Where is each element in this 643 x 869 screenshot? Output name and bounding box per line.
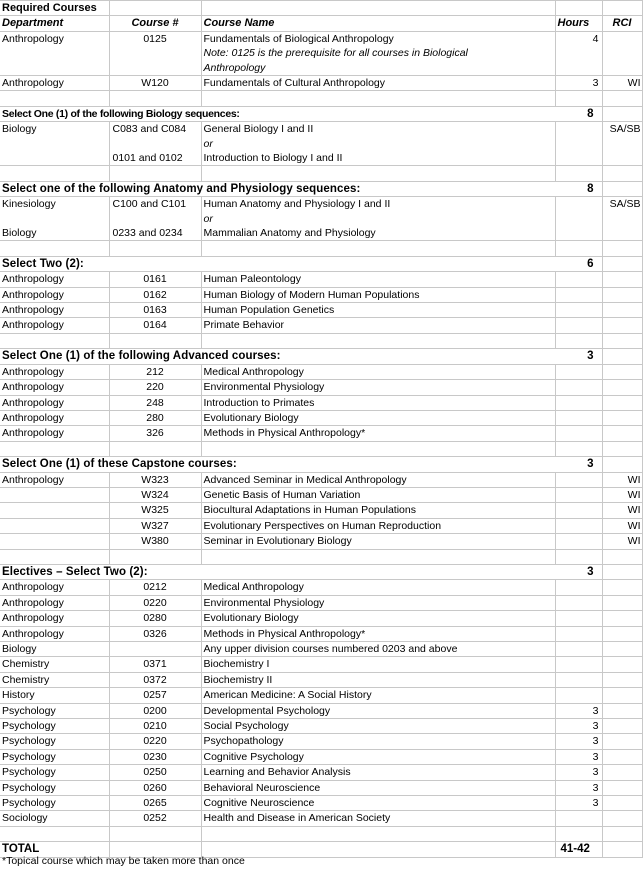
section-hours: 3	[555, 349, 602, 364]
note-row: Anthropology	[0, 61, 642, 76]
course-number-cell: 0265	[109, 796, 201, 811]
course-number-cell: W324	[109, 487, 201, 502]
department-cell: Anthropology	[0, 272, 109, 287]
department-cell: Anthropology	[0, 380, 109, 395]
rci-cell: WI	[602, 518, 642, 533]
total-label: TOTAL	[0, 842, 109, 857]
department-cell: Anthropology	[0, 318, 109, 333]
course-name-cell: Human Paleontology	[201, 272, 555, 287]
course-number-cell	[109, 641, 201, 656]
department-cell: Chemistry	[0, 657, 109, 672]
section-header-anatomy: Select one of the following Anatomy and Physiology sequences: 8	[0, 181, 642, 196]
hours-cell	[555, 611, 602, 626]
course-name-cell: Social Psychology	[201, 719, 555, 734]
table-row	[0, 641, 642, 656]
table-row	[0, 380, 642, 395]
department-cell: Anthropology	[0, 395, 109, 410]
section-header-capstone	[0, 457, 642, 472]
course-number-cell: 0200	[109, 703, 201, 718]
course-number-cell: W380	[109, 534, 201, 549]
spacer-row	[0, 166, 642, 181]
hours-cell: 3	[555, 719, 602, 734]
table-row	[0, 796, 642, 811]
spacer-row	[0, 549, 642, 564]
course-name-cell: Health and Disease in American Society	[201, 811, 555, 826]
department-cell: Chemistry	[0, 672, 109, 687]
course-number-cell: 0230	[109, 749, 201, 764]
hours-cell	[555, 688, 602, 703]
table-row	[0, 672, 642, 687]
table-row	[0, 611, 642, 626]
course-name-cell: Evolutionary Perspectives on Human Reproduction	[201, 518, 555, 533]
course-name-cell: Psychopathology	[201, 734, 555, 749]
course-number-cell: 0371	[109, 657, 201, 672]
header-rci: RCI	[602, 16, 642, 31]
course-number-cell: 0220	[109, 734, 201, 749]
table-row	[0, 364, 642, 379]
title-row	[0, 1, 642, 16]
table-row	[0, 518, 642, 533]
course-name-cell: American Medicine: A Social History	[201, 688, 555, 703]
rci-cell: WI	[602, 487, 642, 502]
header-course: Course #	[109, 16, 201, 31]
table-row: Kinesiology C100 and C101 Human Anatomy and Physiology I and II SA/SB	[2, 198, 641, 211]
section-header-electives	[0, 564, 642, 579]
course-name-cell: Introduction to Primates	[201, 395, 555, 410]
hours-cell: 3	[555, 734, 602, 749]
course-name-cell: Human Biology of Modern Human Populations	[201, 287, 555, 302]
course-name-cell: Behavioral Neuroscience	[201, 780, 555, 795]
department-cell: Anthropology	[0, 303, 109, 318]
course-number-cell: W323	[109, 472, 201, 487]
department-cell: Anthropology	[0, 626, 109, 641]
section-hours: 6	[555, 256, 602, 271]
hours-cell	[555, 657, 602, 672]
department-cell	[0, 503, 109, 518]
course-number-cell: 326	[109, 426, 201, 441]
table-row	[0, 487, 642, 502]
course-name-cell: Evolutionary Biology	[201, 410, 555, 425]
department-cell	[0, 518, 109, 533]
table-row	[0, 534, 642, 549]
course-number-cell: 0161	[109, 272, 201, 287]
course-number-cell: 0257	[109, 688, 201, 703]
hours-cell: 3	[555, 749, 602, 764]
hours-cell	[555, 672, 602, 687]
hours-cell	[555, 626, 602, 641]
table-row: 0101 and 0102 Introduction to Biology I and II	[0, 151, 642, 166]
course-name-cell: Methods in Physical Anthropology*	[201, 426, 555, 441]
section-hours: 3	[555, 457, 602, 472]
table-row	[0, 595, 642, 610]
department-cell: Anthropology	[0, 472, 109, 487]
course-number-cell: 212	[109, 364, 201, 379]
course-number-cell: 0260	[109, 780, 201, 795]
table-row: Biology C083 and C084 General Biology I and II SA/SB	[2, 123, 641, 136]
table-row	[0, 703, 642, 718]
table-row	[0, 318, 642, 333]
course-name-cell: Medical Anthropology	[201, 580, 555, 595]
table-row	[0, 749, 642, 764]
department-cell: History	[0, 688, 109, 703]
course-name-cell: Medical Anthropology	[201, 364, 555, 379]
table-row	[0, 688, 642, 703]
department-cell: Psychology	[0, 796, 109, 811]
table-row	[0, 811, 642, 826]
hours-cell: 3	[555, 703, 602, 718]
department-cell: Anthropology	[0, 611, 109, 626]
prerequisite-note: Note: 0125 is the prerequisite for all courses in Biological	[201, 46, 555, 60]
table-row: Anthropology 0125 Fundamentals of Biological Anthropology 4	[0, 31, 642, 46]
department-cell: Anthropology	[0, 287, 109, 302]
section-title: Select Two (2):	[0, 256, 555, 271]
course-name-cell: Developmental Psychology	[201, 703, 555, 718]
department-cell: Psychology	[0, 719, 109, 734]
course-name-cell: Seminar in Evolutionary Biology	[201, 534, 555, 549]
spacer-row	[0, 91, 642, 106]
course-name-cell: Genetic Basis of Human Variation	[201, 487, 555, 502]
course-number-cell: 0164	[109, 318, 201, 333]
table-row	[0, 272, 642, 287]
table-row	[0, 580, 642, 595]
course-number-cell: 0220	[109, 595, 201, 610]
course-number-cell: 0162	[109, 287, 201, 302]
hours-cell	[555, 595, 602, 610]
department-cell: Psychology	[0, 780, 109, 795]
header-name: Course Name	[201, 16, 555, 31]
course-name-cell: Biochemistry II	[201, 672, 555, 687]
department-cell: Anthropology	[0, 364, 109, 379]
course-name-cell: Biochemistry I	[201, 657, 555, 672]
table-row	[0, 719, 642, 734]
table-row	[0, 734, 642, 749]
course-number-cell: W325	[109, 503, 201, 518]
or-row: or	[0, 137, 642, 151]
hours-cell	[555, 811, 602, 826]
department-cell	[0, 534, 109, 549]
course-name-cell: Methods in Physical Anthropology*	[201, 626, 555, 641]
table-row	[0, 472, 642, 487]
total-hours: 41-42	[555, 842, 602, 857]
section-header-advanced	[0, 349, 642, 364]
hours-cell: 3	[555, 796, 602, 811]
course-number-cell: 0250	[109, 765, 201, 780]
course-number-cell: 220	[109, 380, 201, 395]
spacer-row	[0, 441, 642, 456]
section-header-selectTwo	[0, 256, 642, 271]
course-name-cell: Environmental Physiology	[201, 595, 555, 610]
table-row	[0, 765, 642, 780]
course-name-cell: Advanced Seminar in Medical Anthropology	[201, 472, 555, 487]
department-cell: Psychology	[0, 749, 109, 764]
section-title: Select One (1) of the following Advanced courses:	[0, 349, 555, 364]
course-number-cell: 0280	[109, 611, 201, 626]
section-header-biology: Select One (1) of the following Biology sequences: 8	[0, 106, 642, 121]
course-name-cell: Cognitive Psychology	[201, 749, 555, 764]
department-cell: Psychology	[0, 734, 109, 749]
header-hours: Hours	[555, 16, 602, 31]
department-cell: Anthropology	[0, 410, 109, 425]
course-number-cell: 0326	[109, 626, 201, 641]
department-cell: Biology	[0, 641, 109, 656]
table-row	[0, 626, 642, 641]
course-name-cell: Any upper division courses numbered 0203 and above	[201, 641, 555, 656]
department-cell: Sociology	[0, 811, 109, 826]
table-row	[0, 287, 642, 302]
table-row: Anthropology W120 Fundamentals of Cultural Anthropology 3 WI	[2, 77, 641, 90]
department-cell: Anthropology	[0, 426, 109, 441]
section-title: Electives – Select Two (2):	[0, 564, 555, 579]
rci-cell: WI	[602, 503, 642, 518]
footnote: *Topical course which may be taken more than once	[2, 855, 245, 867]
rci-cell: WI	[602, 472, 642, 487]
course-name-cell: Biocultural Adaptations in Human Populations	[201, 503, 555, 518]
course-number-cell: 248	[109, 395, 201, 410]
spacer-row	[0, 241, 642, 256]
course-name-cell: Evolutionary Biology	[201, 611, 555, 626]
header-department: Department	[0, 16, 109, 31]
note-row	[0, 46, 642, 60]
header-row	[0, 16, 642, 31]
hours-cell	[555, 641, 602, 656]
department-cell: Psychology	[0, 703, 109, 718]
course-name-cell: Cognitive Neuroscience	[201, 796, 555, 811]
course-number-cell: 0212	[109, 580, 201, 595]
rci-cell: WI	[602, 534, 642, 549]
page-title: Required Courses	[0, 1, 109, 16]
department-cell: Anthropology	[0, 595, 109, 610]
hours-cell: 3	[555, 765, 602, 780]
course-number-cell: 0372	[109, 672, 201, 687]
course-number-cell: W327	[109, 518, 201, 533]
course-number-cell: 0163	[109, 303, 201, 318]
department-cell: Psychology	[0, 765, 109, 780]
course-name-cell: Learning and Behavior Analysis	[201, 765, 555, 780]
spacer-row	[0, 333, 642, 348]
table-row	[0, 780, 642, 795]
table-row	[0, 410, 642, 425]
table-row	[0, 395, 642, 410]
table-row	[0, 426, 642, 441]
course-number-cell: 0252	[109, 811, 201, 826]
spacer-row	[0, 826, 642, 841]
course-name-cell: Human Population Genetics	[201, 303, 555, 318]
or-row: or	[0, 212, 642, 226]
course-name-cell: Environmental Physiology	[201, 380, 555, 395]
course-number-cell: 0210	[109, 719, 201, 734]
course-number-cell: 280	[109, 410, 201, 425]
course-name-cell: Primate Behavior	[201, 318, 555, 333]
table-row	[0, 657, 642, 672]
table-row	[0, 303, 642, 318]
section-title: Select One (1) of these Capstone courses:	[0, 457, 555, 472]
section-hours: 3	[555, 564, 602, 579]
hours-cell: 3	[555, 780, 602, 795]
table-row: Biology 0233 and 0234 Mammalian Anatomy and Physiology	[0, 226, 642, 241]
department-cell	[0, 487, 109, 502]
department-cell: Anthropology	[0, 580, 109, 595]
table-row	[0, 503, 642, 518]
hours-cell	[555, 580, 602, 595]
